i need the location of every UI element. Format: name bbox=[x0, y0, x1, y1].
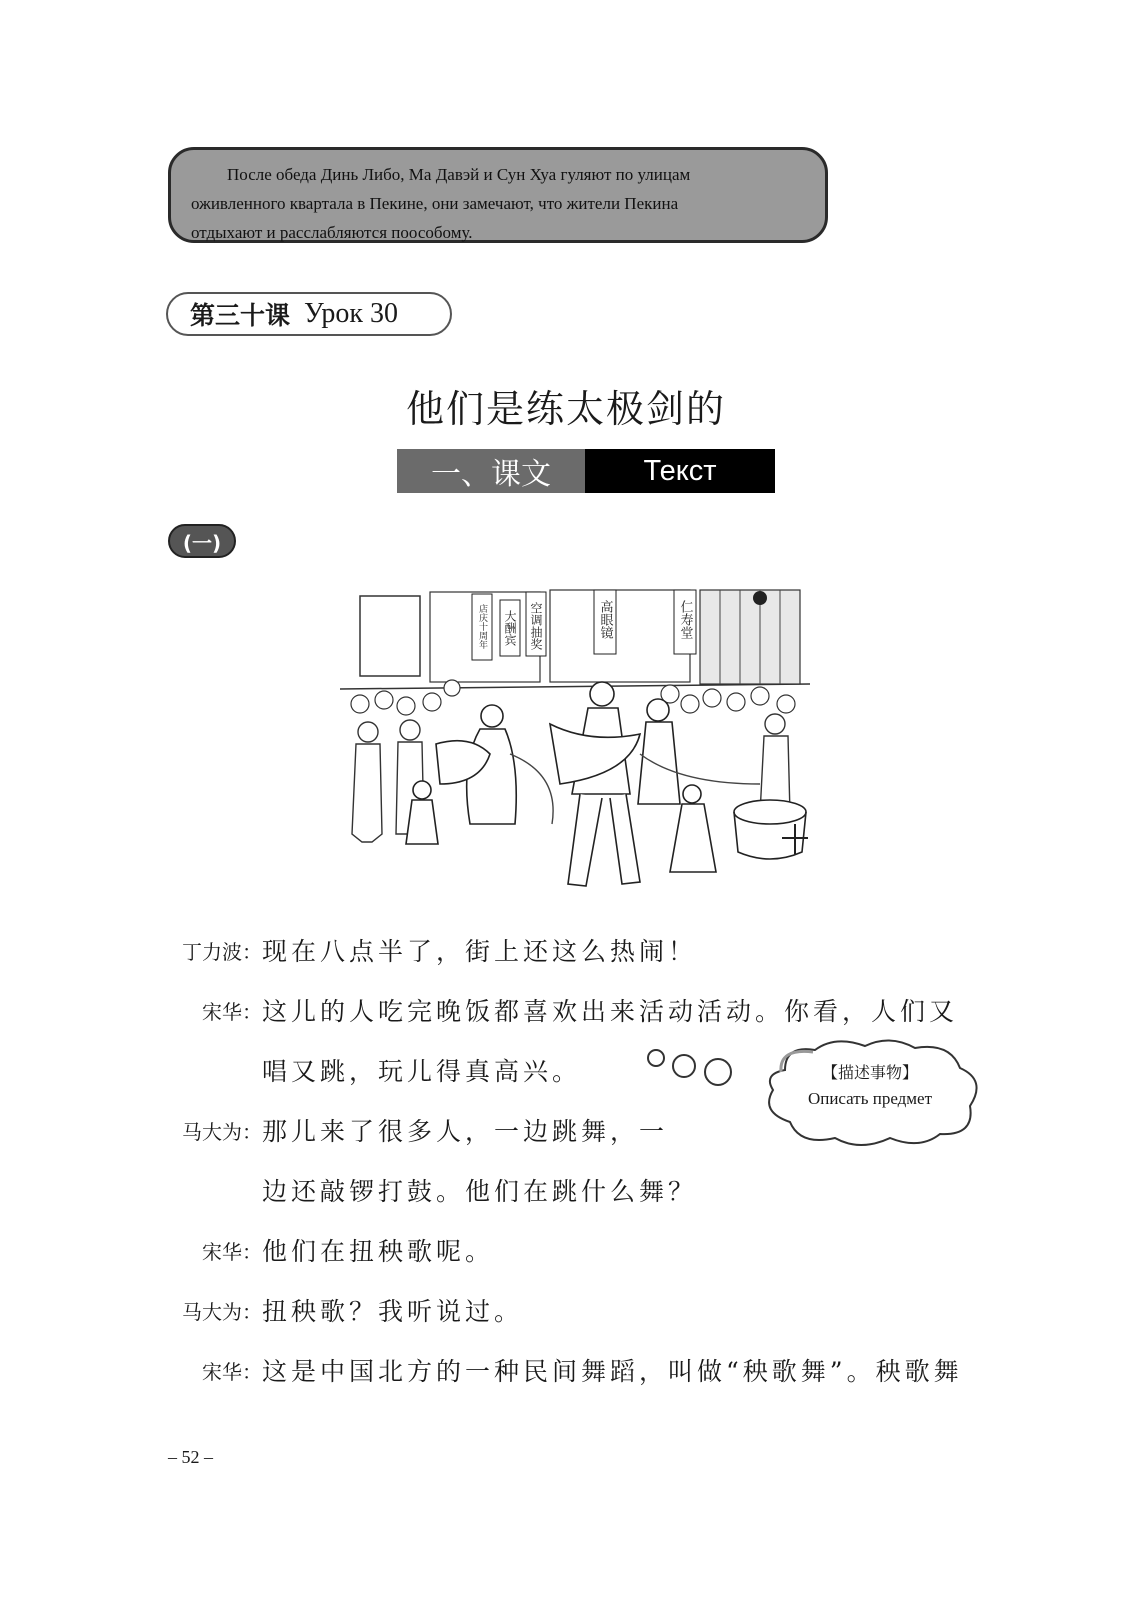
dialogue-line bbox=[168, 1220, 1008, 1280]
utterance: 现在八点半了，街上还这么热闹！ bbox=[262, 937, 698, 966]
lesson-title: 他们是练太极剑的 bbox=[405, 387, 726, 431]
utterance: 边还敲锣打鼓。他们在跳什么舞？ bbox=[262, 1177, 698, 1206]
illustration-sign: 店庆十周年 bbox=[477, 604, 487, 649]
bubble-dots bbox=[640, 1044, 760, 1088]
illustration-sign: 仁寿堂 bbox=[677, 600, 693, 639]
speaker-name: 马大为： bbox=[182, 1119, 262, 1144]
dialogue-line bbox=[168, 1340, 1008, 1400]
note-text bbox=[755, 1060, 985, 1109]
dialogue-line bbox=[168, 1280, 1008, 1340]
dialogue-line bbox=[168, 1160, 1008, 1220]
dialogue-line bbox=[168, 980, 1008, 1040]
lesson-number-ru: Урок 30 bbox=[304, 298, 398, 329]
page-number: – 52 – bbox=[168, 1447, 213, 1467]
speaker-name: 宋华： bbox=[202, 1239, 262, 1264]
dialogue-line bbox=[168, 920, 1008, 980]
part-badge: (一) bbox=[168, 524, 236, 558]
utterance: 这儿的人吃完晚饭都喜欢出来活动活动。你看，人们又 bbox=[262, 997, 959, 1026]
illustration-sign: 大酬宾 bbox=[503, 610, 517, 646]
street-dance-illustration bbox=[340, 584, 810, 900]
speaker-name: 马大为： bbox=[182, 1299, 262, 1324]
intro-box bbox=[168, 147, 828, 243]
speaker-name: 宋华： bbox=[202, 999, 262, 1024]
utterance: 唱又跳，玩儿得真高兴。 bbox=[262, 1057, 582, 1086]
intro-line-1: После обеда Динь Либо, Ма Давэй и Сун Хуа гуляют по улицам bbox=[227, 165, 691, 184]
intro-line-2: оживленного квартала в Пекине, они замечают, что жители Пекина bbox=[191, 194, 679, 213]
utterance: 那儿来了很多人，一边跳舞，一 bbox=[262, 1117, 669, 1146]
section-header bbox=[397, 449, 775, 493]
illustration-sign: 空调抽奖 bbox=[529, 602, 543, 650]
section-label-zh: 一、课文 bbox=[397, 449, 585, 493]
utterance: 这是中国北方的一种民间舞蹈，叫做“秧歌舞”。秧歌舞 bbox=[262, 1357, 963, 1386]
note-ru: Описать предмет bbox=[807, 1089, 933, 1108]
intro-line-3: отдыхают и расслабляются поособому. bbox=[191, 223, 473, 242]
speaker-name: 宋华： bbox=[202, 1359, 262, 1384]
section-label-ru: Текст bbox=[585, 449, 775, 493]
dialogue bbox=[168, 920, 1008, 1400]
lesson-number-zh: 第三十课 bbox=[190, 301, 291, 330]
utterance: 他们在扭秧歌呢。 bbox=[262, 1237, 495, 1266]
utterance: 扭秧歌？我听说过。 bbox=[262, 1297, 524, 1326]
speaker-name: 丁力波： bbox=[182, 939, 262, 964]
illustration-sign: 高眼镜 bbox=[597, 600, 613, 639]
note-zh: 【描述事物】 bbox=[821, 1063, 918, 1082]
lesson-tag bbox=[166, 292, 452, 336]
